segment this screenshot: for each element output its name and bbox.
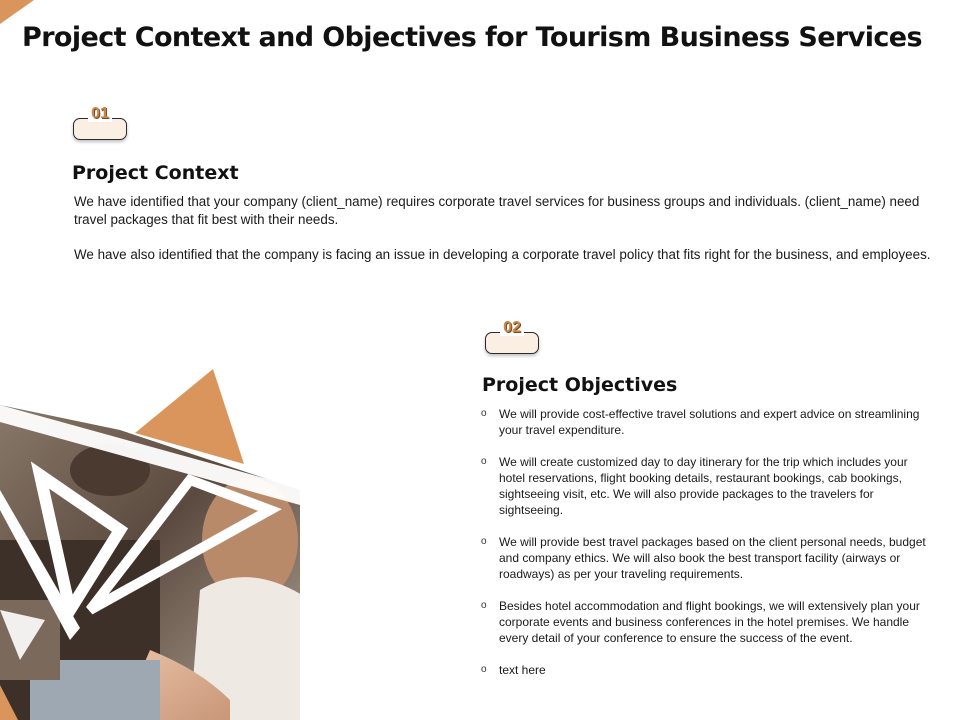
objective-item	[481, 534, 931, 582]
context-paragraph-2: We have also identified that the company is facing an issue in developing a corporate travel policy that fits right for the business, and employees.	[74, 247, 931, 262]
bullet-circle-icon: o	[481, 536, 487, 547]
bullet-circle-icon: o	[481, 456, 487, 467]
objective-item	[481, 662, 931, 678]
bullet-circle-icon: o	[481, 408, 487, 419]
context-paragraph-1: We have identified that your company (client_name) requires corporate travel services for business groups and individuals. (client_name) need travel packages that fit best with their needs.	[74, 194, 920, 227]
objective-item	[481, 406, 931, 438]
section-number-badge-02	[485, 319, 539, 354]
project-context-heading: Project Context	[72, 162, 239, 184]
page-title: Project Context and Objectives for Tourism Business Services	[22, 22, 922, 53]
objective-text: We will create customized day to day itinerary for the trip which includes your hotel reservations, flight booking details, restaurant bookings, cab bookings, sightseeing visit, etc. We will also provide packages to the travelers for sightseeing.	[499, 455, 908, 517]
section-number-01: 01	[91, 105, 109, 122]
objective-item	[481, 598, 931, 646]
section-number-02: 02	[503, 319, 521, 336]
project-objectives-heading: Project Objectives	[482, 374, 678, 396]
objective-text: We will provide cost-effective travel solutions and expert advice on streamlining your travel expenditure.	[499, 407, 920, 437]
objective-item	[481, 454, 931, 518]
bullet-circle-icon: o	[481, 600, 487, 611]
bullet-circle-icon: o	[481, 664, 487, 675]
business-people-photo	[0, 360, 320, 720]
objective-text: We will provide best travel packages based on the client personal needs, budget and company ethics. We will also book the best transport facility (airways or roadways) as per your traveling requirements.	[499, 535, 926, 581]
objectives-list	[481, 406, 931, 694]
objective-text: Besides hotel accommodation and flight bookings, we will extensively plan your corporate events and business conferences in the hotel premises. We handle every detail of your conference to ensure the success of the event.	[499, 599, 920, 645]
objective-text: text here	[499, 663, 546, 677]
section-number-badge-01	[73, 105, 127, 140]
